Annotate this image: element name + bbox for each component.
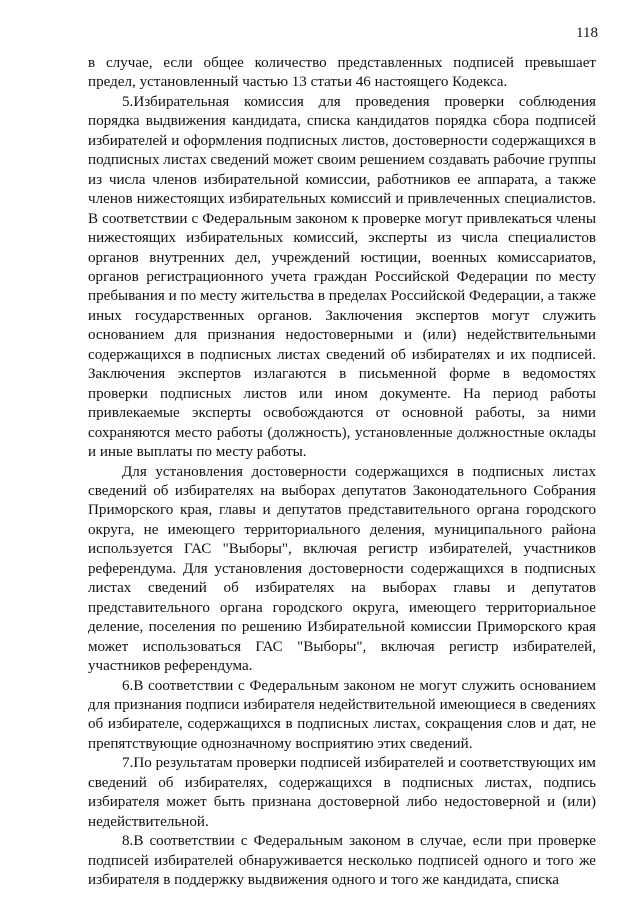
paragraph-continuation: в случае, если общее количество представленных подписей превышает предел, установленный частью 13 статьи 46 настоящего Кодекса. [88, 55, 596, 91]
paragraph-5-gas-vybory: Для установления достоверности содержащихся в подписных листах сведений об избирателях на выборах депутатов Законодательного Собрания Приморского края, главы и депутатов представительного органа городского округа, не имеющего территориального деления, муниципального района используется ГАС "Выборы", включая регистр избирателей, участников референдума. Для установления достоверности содержащихся в подписных листах сведений об избирателях на выборах главы и депутатов представительного органа городского округа, имеющего территориальное деление, поселения по решению Избирательной комиссии Приморского края может использоваться ГАС "Выборы", включая регистр избирателей, участников референдума. [88, 463, 596, 675]
paragraph-7: 7.По результатам проверки подписей избирателей и соответствующих им сведений об избирателях, содержащихся в подписных листах, подпись избирателя может быть признана достоверной либо недостоверной и (или) недействительной. [88, 755, 596, 830]
paragraph-6: 6.В соответствии с Федеральным законом не могут служить основанием для признания подписи избирателя недействительной имеющиеся в сведениях об избирателе, содержащихся в подписных листах, сокращения слов и дат, не препятствующие однозначному восприятию этих сведений. [88, 677, 596, 752]
page-number: 118 [576, 25, 598, 41]
paragraph-8: 8.В соответствии с Федеральным законом в случае, если при проверке подписей избирателей обнаруживается несколько подписей одного и того же избирателя в поддержку выдвижения одного и того же кандидата, списка [88, 833, 596, 889]
paragraph-5: 5.Избирательная комиссия для проведения проверки соблюдения порядка выдвижения кандидата, списка кандидатов порядка сбора подписей избирателей и оформления подписных листов, достоверности содержащихся в подписных листах сведений может своим решением создавать рабочие группы из числа членов избирательной комиссии, работников ее аппарата, а также членов нижестоящих избирательных комиссий и привлеченных специалистов. В соответствии с Федеральным законом к проверке могут привлекаться члены нижестоящих избирательных комиссий, эксперты из числа специалистов органов внутренних дел, учреждений юстиции, военных комиссариатов, органов регистрационного учета граждан Российской Федерации по месту пребывания и по месту жительства в пределах Российской Федерации, а также иных государственных органов. Заключения экспертов могут служить основанием для признания недостоверными и (или) недействительными содержащихся в подписных листах сведений об избирателях и их подписей. Заключения экспертов излагаются в письменной форме в ведомостях проверки подписных листов или ином документе. На период работы привлекаемые эксперты освобождаются от основной работы, за ними сохраняются место работы (должность), установленные должностные оклады и иные выплаты по месту работы. [88, 93, 597, 461]
document-body [88, 54, 596, 890]
